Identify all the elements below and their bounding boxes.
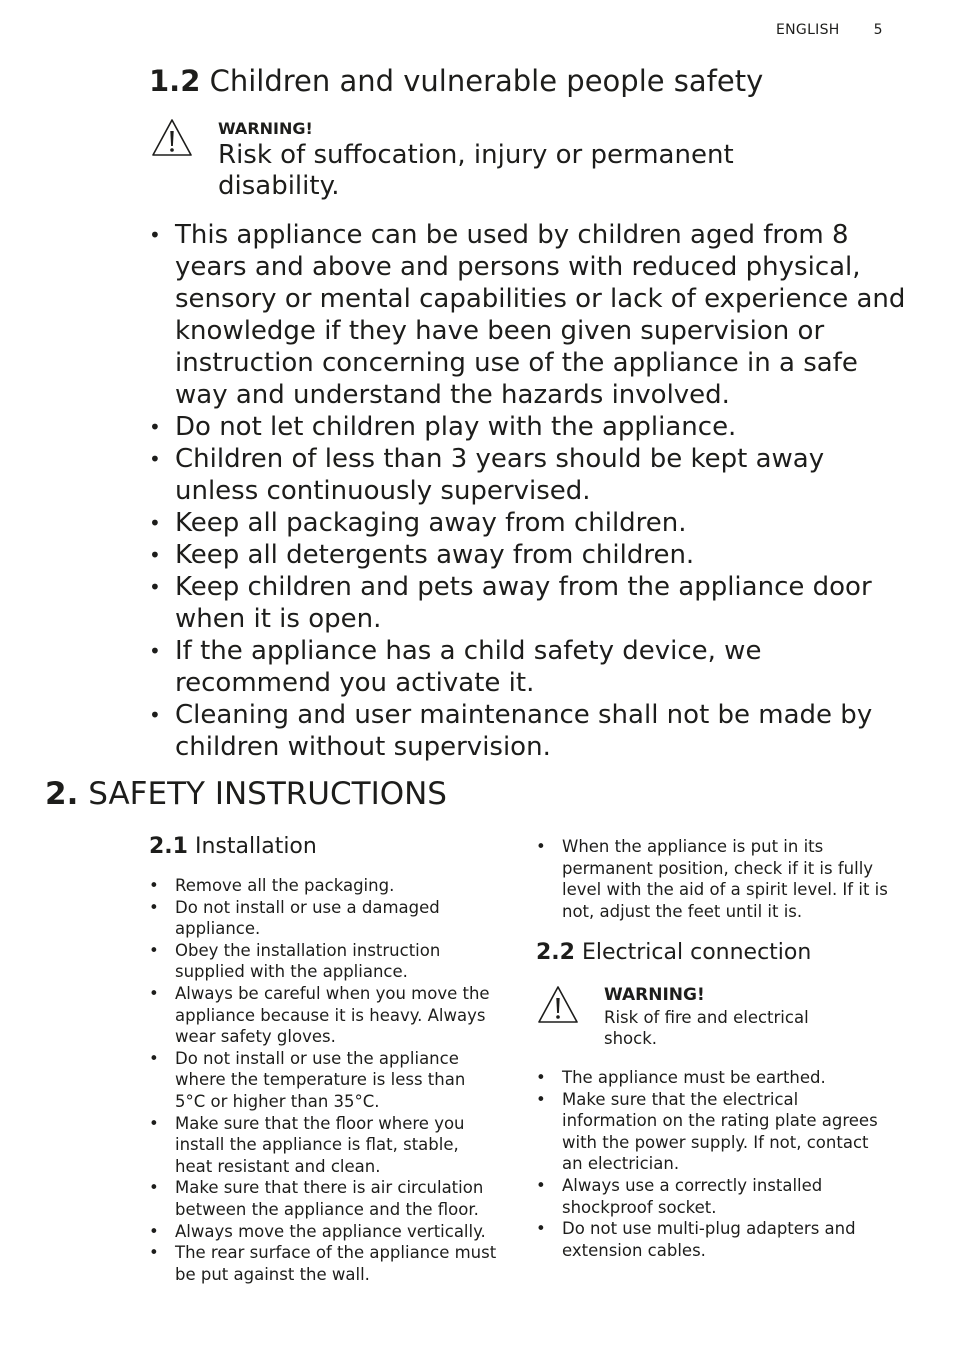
list-item: • Keep all packaging away from children. <box>149 507 909 539</box>
section-1-2-heading <box>149 64 763 98</box>
warning-label: WARNING! <box>218 119 313 138</box>
header-language: ENGLISH <box>776 22 840 38</box>
list-item: • Children of less than 3 years should be kept away unless continuously supervised. <box>149 443 909 507</box>
section-2-1-title: Installation <box>194 834 317 859</box>
page-number: 5 <box>873 22 883 38</box>
installation-list-continued <box>536 836 890 922</box>
list-item: • When the appliance is put in its permanent position, check if it is fully level with the aid of a spirit level. If it is not, adjust the feet until it is. <box>536 836 890 922</box>
section-2-2-title: Electrical connection <box>581 940 812 965</box>
section-2-heading <box>45 776 447 812</box>
section-2-2-number: 2.2 <box>536 940 575 965</box>
list-item: • Obey the installation instruction supplied with the appliance. <box>149 940 499 983</box>
list-item: • Do not let children play with the appliance. <box>149 411 909 443</box>
list-item: • The appliance must be earthed. <box>536 1067 892 1089</box>
warning-block-2-2 <box>604 985 864 1050</box>
list-item: • The rear surface of the appliance must be put against the wall. <box>149 1242 499 1285</box>
section-2-number: 2. <box>45 776 79 812</box>
section-1-2-number: 1.2 <box>149 64 201 98</box>
list-item: • If the appliance has a child safety device, we recommend you activate it. <box>149 635 909 699</box>
warning-triangle-icon <box>537 985 579 1025</box>
section-2-2-heading <box>536 940 811 965</box>
warning-label: WARNING! <box>604 985 705 1005</box>
list-item: • Always use a correctly installed shockproof socket. <box>536 1175 892 1218</box>
list-item: • Make sure that the floor where you install the appliance is flat, stable, heat resistant and clean. <box>149 1113 499 1178</box>
page-header <box>776 22 883 38</box>
warning-block-1-2 <box>218 119 778 202</box>
list-item: • Make sure that the electrical information on the rating plate agrees with the power supply. If not, contact an electrician. <box>536 1089 892 1175</box>
list-item: • Remove all the packaging. <box>149 875 499 897</box>
section-1-2-title: Children and vulnerable people safety <box>209 64 764 98</box>
section-2-1-number: 2.1 <box>149 834 188 859</box>
list-item: • Always be careful when you move the appliance because it is heavy. Always wear safety gloves. <box>149 983 499 1048</box>
children-safety-list <box>149 219 909 763</box>
list-item: • This appliance can be used by children aged from 8 years and above and persons with reduced physical, sensory or mental capabilities or lack of experience and knowledge if they have been given supervision or instruction concerning use of the appliance in a safe way and understand the hazards involved. <box>149 219 909 411</box>
list-item: • Keep children and pets away from the appliance door when it is open. <box>149 571 909 635</box>
warning-triangle-icon <box>151 118 193 158</box>
list-item: • Make sure that there is air circulation between the appliance and the floor. <box>149 1177 499 1220</box>
section-2-1-heading <box>149 834 317 859</box>
list-item: • Do not install or use a damaged appliance. <box>149 897 499 940</box>
warning-text: Risk of suffocation, injury or permanent disability. <box>218 140 734 201</box>
warning-text: Risk of fire and electrical shock. <box>604 1007 809 1049</box>
list-item: • Cleaning and user maintenance shall not be made by children without supervision. <box>149 699 909 763</box>
list-item: • Do not use multi-plug adapters and extension cables. <box>536 1218 892 1261</box>
electrical-list <box>536 1067 892 1261</box>
section-2-title: SAFETY INSTRUCTIONS <box>88 776 447 812</box>
list-item: • Always move the appliance vertically. <box>149 1221 499 1243</box>
list-item: • Do not install or use the appliance where the temperature is less than 5°C or higher than 35°C. <box>149 1048 499 1113</box>
installation-list <box>149 875 499 1285</box>
list-item: • Keep all detergents away from children. <box>149 539 909 571</box>
